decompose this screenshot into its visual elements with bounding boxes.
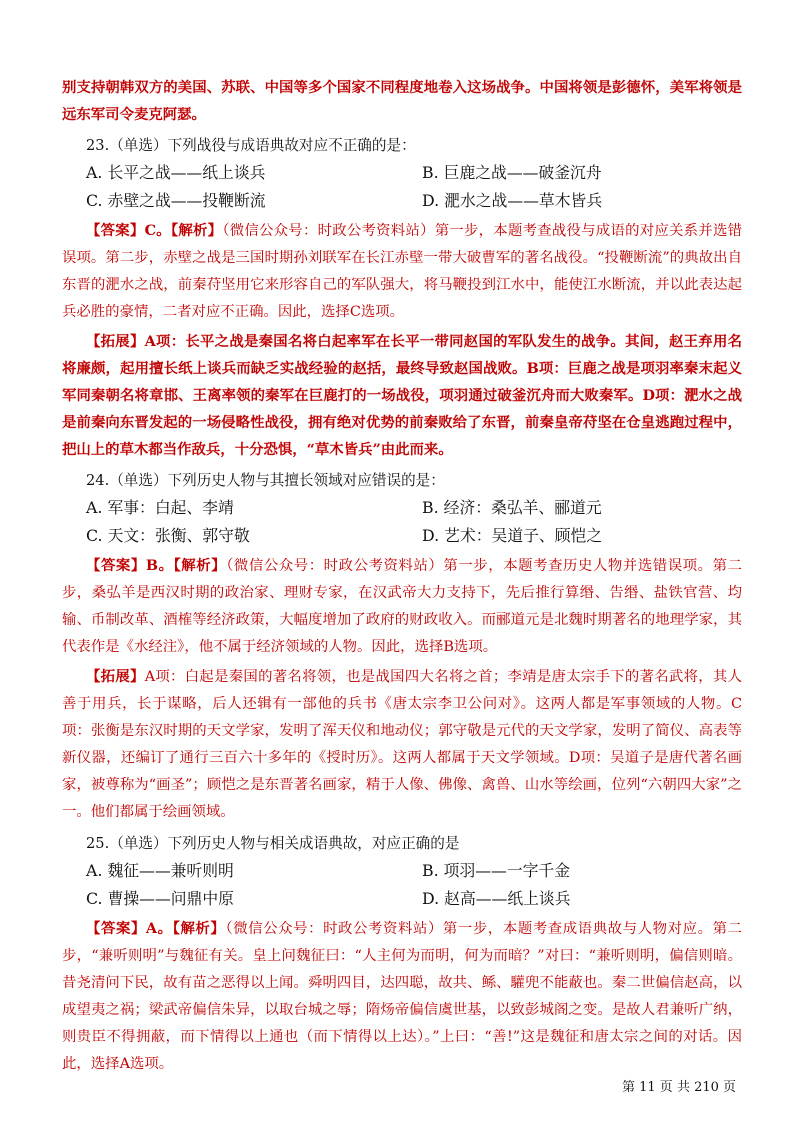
option-b: B. 项羽——一字千金 <box>422 861 571 880</box>
answer-tag: 【答案】C。 <box>86 222 171 239</box>
option-d: D. 淝水之战——草木皆兵 <box>422 191 603 210</box>
extension-text: A项：白起是秦国的著名将领，也是战国四大名将之首；李靖是唐太宗手下的著名武将，其人善于用兵，长于谋略，后人还辑有一部他的兵书《唐太宗李卫公问对》。这两人都是军事领域的人物。C项：张衡是东汉时期的天文学家，发明了浑天仪和地动仪；郭守敬是元代的天文学家，发明了简仪、高表等新仪器，还编订了通行三百六十多年的《授时历》。这两人都属于天文学领域。D项：吴道子是唐代著名画家，被尊称为“画圣”；顾恺之是东晋著名画家，精于人像、佛像、禽兽、山水等绘画，位列“六朝四大家”之一。他们都属于绘画领域。 <box>62 669 742 820</box>
option-b: B. 巨鹿之战——破釜沉舟 <box>422 163 602 182</box>
analysis-paragraph <box>62 552 742 661</box>
analysis-tag: 【解析】 <box>173 557 227 574</box>
analysis-tag: 【解析】 <box>172 920 226 937</box>
analysis-paragraph <box>62 915 742 1078</box>
option-b: B. 经济：桑弘羊、郦道元 <box>422 498 602 517</box>
extension-paragraph <box>62 328 742 463</box>
analysis-tag: 【解析】 <box>170 222 223 239</box>
analysis-text: （微信公众号：时政公考资料站）第一步，本题考查历史人物并选错误项。第二步，桑弘羊是西汉时期的政治家、理财专家，在汉武帝大力支持下，先后推行算缗、告缗、盐铁官营、均输、币制改革、酒榷等经济政策，大幅度增加了政府的财政收入。而郦道元是北魏时期著名的地理学家，其代表作是《水经注》，他不属于经济领域的人物。因此，选择B选项。 <box>62 558 742 655</box>
question-25 <box>62 830 742 1078</box>
extension-tag: 【拓展】 <box>86 333 145 350</box>
extension-tag: 【拓展】 <box>86 668 145 685</box>
intro-paragraph: 别支持朝韩双方的美国、苏联、中国等多个国家不同程度地卷入这场战争。中国将领是彭德怀，美军将领是远东军司令麦克阿瑟。 <box>62 79 742 123</box>
option-c: C. 曹操——问鼎中原 <box>86 889 234 908</box>
page-number: 第 11 页 共 210 页 <box>622 1080 737 1095</box>
options-grid <box>62 857 742 913</box>
answer-tag: 【答案】A。 <box>86 920 173 937</box>
option-a: A. 军事：白起、李靖 <box>86 498 234 517</box>
option-a: A. 魏征——兼听则明 <box>86 861 234 880</box>
question-stem: 24.（单选）下列历史人物与其擅长领域对应错误的是： <box>86 472 445 489</box>
option-d: D. 赵高——纸上谈兵 <box>422 889 571 908</box>
analysis-text: （微信公众号：时政公考资料站）第一步，本题考查战役与成语的对应关系并选错误项。第二步，赤壁之战是三国时期孙刘联军在长江赤壁一带大破曹军的著名战役。“投鞭断流”的典故出自东晋的淝水之战，前秦苻坚用它来形容自己的军队强大，将马鞭投到江水中，能使江水断流，并以此表达起兵必胜的豪情，二者对应不正确。因此，选择C选项。 <box>62 223 742 320</box>
option-d: D. 艺术：吴道子、顾恺之 <box>422 526 603 545</box>
question-stem: 23.（单选）下列战役与成语典故对应不正确的是： <box>86 137 416 154</box>
page-content <box>62 74 742 1078</box>
answer-tag: 【答案】B。 <box>86 557 174 574</box>
options-grid <box>62 494 742 550</box>
option-c: C. 天文：张衡、郭守敬 <box>86 526 250 545</box>
option-a: A. 长平之战——纸上谈兵 <box>86 163 266 182</box>
options-grid <box>62 159 742 215</box>
question-23 <box>62 132 742 463</box>
option-c: C. 赤壁之战——投鞭断流 <box>86 191 266 210</box>
extension-paragraph <box>62 663 742 826</box>
question-24 <box>62 467 742 826</box>
question-stem: 25.（单选）下列历史人物与相关成语典故，对应正确的是 <box>86 835 460 852</box>
analysis-paragraph <box>62 217 742 326</box>
extension-text: A项：长平之战是秦国名将白起率军在长平一带同赵国的军队发生的战争。其间，赵王弃用名将廉颇，起用擅长纸上谈兵而缺乏实战经验的赵括，最终导致赵国战败。B项：巨鹿之战是项羽率秦末起义军同秦朝名将章邯、王离率领的秦军在巨鹿打的一场战役，项羽通过破釜沉舟而大败秦军。D项：淝水之战是前秦向东晋发起的一场侵略性战役，拥有绝对优势的前秦败给了东晋，前秦皇帝苻坚在仓皇逃跑过程中，把山上的草木都当作敌兵，十分恐惧，“草木皆兵”由此而来。 <box>62 333 742 458</box>
analysis-text: （微信公众号：时政公考资料站）第一步，本题考查成语典故与人物对应。第二步，“兼听则明”与魏征有关。皇上问魏征曰：“人主何为而明，何为而暗？”对曰：“兼听则明，偏信则暗。昔尧清问下民，故有苗之恶得以上闻。舜明四目，达四聪，故共、鲧、驩兜不能蔽也。秦二世偏信赵高，以成望夷之祸；梁武帝偏信朱异，以取台城之辱；隋炀帝偏信虞世基，以致彭城阁之变。是故人君兼听广纳，则贵臣不得拥蔽，而下情得以上通也（而下情得以上达）。”上曰：“善!”这是魏征和唐太宗之间的对话。因此，选择A选项。 <box>62 921 742 1072</box>
